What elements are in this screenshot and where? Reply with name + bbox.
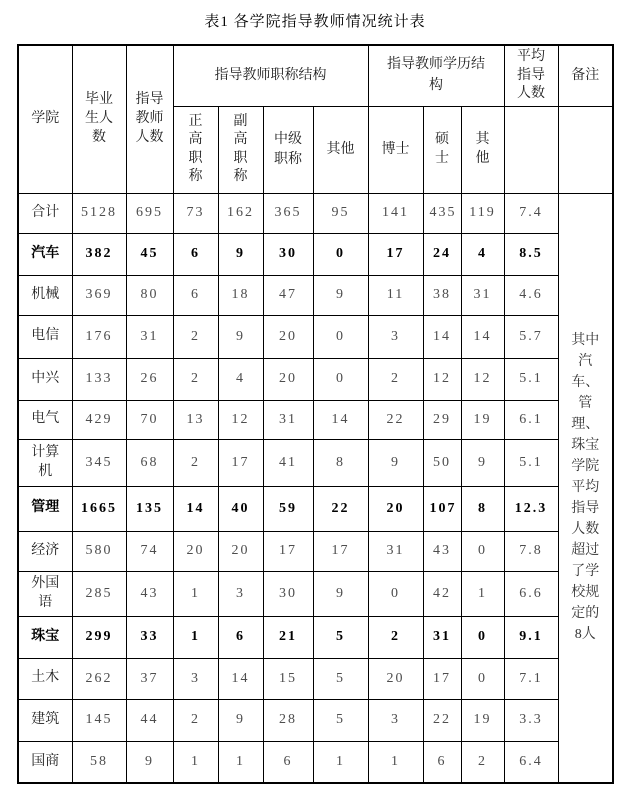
header-master xyxy=(423,106,461,193)
table-cell: 299 xyxy=(72,616,126,658)
row-label: 建筑 xyxy=(18,699,72,741)
table-cell: 22 xyxy=(423,699,461,741)
table-cell: 5.7 xyxy=(504,315,558,358)
table-cell: 2 xyxy=(173,358,218,400)
table-cell: 17 xyxy=(368,233,423,275)
table-cell: 28 xyxy=(263,699,313,741)
table-row xyxy=(18,315,613,358)
row-label: 国商 xyxy=(18,741,72,783)
header-associate-title xyxy=(218,106,263,193)
row-label: 机械 xyxy=(18,275,72,315)
table-cell: 2 xyxy=(173,439,218,486)
table-cell: 43 xyxy=(126,571,173,616)
header-senior-title-text: 正高职称 xyxy=(188,114,203,184)
table-cell: 3 xyxy=(218,571,263,616)
table-cell: 20 xyxy=(263,315,313,358)
table-cell: 5 xyxy=(313,616,368,658)
table-cell: 21 xyxy=(263,616,313,658)
table-cell: 5 xyxy=(313,699,368,741)
table-cell: 7.8 xyxy=(504,531,558,571)
table-cell: 74 xyxy=(126,531,173,571)
table-cell: 5.1 xyxy=(504,358,558,400)
table-cell: 6.1 xyxy=(504,400,558,439)
table-cell: 22 xyxy=(368,400,423,439)
table-cell: 26 xyxy=(126,358,173,400)
table-row xyxy=(18,193,613,233)
table-row xyxy=(18,358,613,400)
table-cell: 20 xyxy=(173,531,218,571)
table-row xyxy=(18,275,613,315)
table-cell: 107 xyxy=(423,486,461,531)
table-cell: 0 xyxy=(313,233,368,275)
table-body xyxy=(18,193,613,783)
table-cell: 12 xyxy=(218,400,263,439)
table-cell: 33 xyxy=(126,616,173,658)
table-cell: 162 xyxy=(218,193,263,233)
table-cell: 0 xyxy=(313,358,368,400)
row-label: 合计 xyxy=(18,193,72,233)
table-cell: 1 xyxy=(173,571,218,616)
row-label: 电气 xyxy=(18,400,72,439)
header-row-groups xyxy=(18,45,613,106)
table-cell: 14 xyxy=(218,658,263,699)
table-cell: 5 xyxy=(313,658,368,699)
table-row xyxy=(18,400,613,439)
header-phd: 博士 xyxy=(368,106,423,193)
table-cell: 8.5 xyxy=(504,233,558,275)
header-master-text: 硕士 xyxy=(434,132,449,166)
table-cell: 31 xyxy=(423,616,461,658)
table-cell: 9 xyxy=(313,275,368,315)
table-cell: 9 xyxy=(218,699,263,741)
table-cell: 0 xyxy=(368,571,423,616)
table-cell: 59 xyxy=(263,486,313,531)
header-other-title: 其他 xyxy=(313,106,368,193)
table-cell: 3 xyxy=(368,699,423,741)
table-cell: 68 xyxy=(126,439,173,486)
table-cell: 20 xyxy=(263,358,313,400)
table-cell: 20 xyxy=(368,658,423,699)
table-cell: 435 xyxy=(423,193,461,233)
table-row xyxy=(18,571,613,616)
table-cell: 29 xyxy=(423,400,461,439)
table-cell: 31 xyxy=(368,531,423,571)
table-cell: 50 xyxy=(423,439,461,486)
table-title: 表1 各学院指导教师情况统计表 xyxy=(204,14,426,30)
table-cell: 17 xyxy=(423,658,461,699)
table-cell: 5.1 xyxy=(504,439,558,486)
table-cell: 58 xyxy=(72,741,126,783)
table-cell: 14 xyxy=(173,486,218,531)
header-college: 学院 xyxy=(18,45,72,193)
table-cell: 20 xyxy=(368,486,423,531)
table-cell: 1 xyxy=(173,616,218,658)
table-cell: 9 xyxy=(313,571,368,616)
table-cell: 0 xyxy=(461,658,504,699)
table-cell: 8 xyxy=(313,439,368,486)
table-row xyxy=(18,658,613,699)
header-advisor-count: 指导教师人数 xyxy=(126,45,173,193)
table-cell: 135 xyxy=(126,486,173,531)
table-cell: 9 xyxy=(461,439,504,486)
header-degree-structure-group: 指导教师学历结构 xyxy=(368,45,504,106)
table-cell: 3.3 xyxy=(504,699,558,741)
table-cell: 42 xyxy=(423,571,461,616)
table-cell: 14 xyxy=(313,400,368,439)
table-cell: 45 xyxy=(126,233,173,275)
table-cell: 24 xyxy=(423,233,461,275)
row-label: 土木 xyxy=(18,658,72,699)
table-cell: 9 xyxy=(368,439,423,486)
table-cell: 70 xyxy=(126,400,173,439)
table-cell: 38 xyxy=(423,275,461,315)
table-cell: 4.6 xyxy=(504,275,558,315)
table-cell: 9 xyxy=(218,315,263,358)
table-cell: 6.6 xyxy=(504,571,558,616)
table-cell: 2 xyxy=(461,741,504,783)
table-cell: 37 xyxy=(126,658,173,699)
table-cell: 44 xyxy=(126,699,173,741)
table-cell: 5128 xyxy=(72,193,126,233)
table-cell: 14 xyxy=(461,315,504,358)
table-row xyxy=(18,699,613,741)
table-cell: 345 xyxy=(72,439,126,486)
table-cell: 429 xyxy=(72,400,126,439)
row-label: 计算机 xyxy=(18,439,72,486)
statistics-table xyxy=(17,44,614,784)
header-empty-under-average xyxy=(504,106,558,193)
table-cell: 9 xyxy=(218,233,263,275)
table-row xyxy=(18,531,613,571)
table-cell: 3 xyxy=(173,658,218,699)
header-other-degree-text: 其他 xyxy=(475,132,490,166)
table-cell: 369 xyxy=(72,275,126,315)
table-cell: 41 xyxy=(263,439,313,486)
row-label: 电信 xyxy=(18,315,72,358)
table-cell: 1 xyxy=(173,741,218,783)
table-row xyxy=(18,741,613,783)
table-cell: 31 xyxy=(126,315,173,358)
table-cell: 145 xyxy=(72,699,126,741)
table-cell: 22 xyxy=(313,486,368,531)
table-cell: 6 xyxy=(173,233,218,275)
header-average-guided: 平均指导人数 xyxy=(504,45,558,106)
table-cell: 19 xyxy=(461,400,504,439)
table-cell: 6.4 xyxy=(504,741,558,783)
table-cell: 12 xyxy=(461,358,504,400)
table-header xyxy=(18,45,613,193)
table-row xyxy=(18,439,613,486)
table-cell: 382 xyxy=(72,233,126,275)
header-senior-title xyxy=(173,106,218,193)
header-other-degree xyxy=(461,106,504,193)
table-cell: 1 xyxy=(368,741,423,783)
header-associate-title-text: 副高职称 xyxy=(233,114,248,184)
table-cell: 1665 xyxy=(72,486,126,531)
table-row xyxy=(18,616,613,658)
table-cell: 9.1 xyxy=(504,616,558,658)
table-cell: 15 xyxy=(263,658,313,699)
table-cell: 2 xyxy=(173,699,218,741)
table-row xyxy=(18,486,613,531)
header-mid-title: 中级职称 xyxy=(263,106,313,193)
row-label: 外国语 xyxy=(18,571,72,616)
table-cell: 176 xyxy=(72,315,126,358)
table-cell: 43 xyxy=(423,531,461,571)
table-cell: 365 xyxy=(263,193,313,233)
table-cell: 17 xyxy=(263,531,313,571)
table-cell: 6 xyxy=(423,741,461,783)
table-cell: 2 xyxy=(368,616,423,658)
header-remark: 备注 xyxy=(558,45,613,106)
table-cell: 133 xyxy=(72,358,126,400)
table-cell: 3 xyxy=(368,315,423,358)
table-cell: 31 xyxy=(263,400,313,439)
table-cell: 40 xyxy=(218,486,263,531)
table-cell: 13 xyxy=(173,400,218,439)
table-cell: 141 xyxy=(368,193,423,233)
table-cell: 31 xyxy=(461,275,504,315)
table-cell: 14 xyxy=(423,315,461,358)
table-cell: 0 xyxy=(313,315,368,358)
table-cell: 47 xyxy=(263,275,313,315)
remark-cell: 其中汽车、管理、珠宝学院平均指导人数超过了学校规定的8人 xyxy=(558,193,613,783)
table-cell: 4 xyxy=(461,233,504,275)
table-cell: 2 xyxy=(368,358,423,400)
row-label: 汽车 xyxy=(18,233,72,275)
table-cell: 4 xyxy=(218,358,263,400)
table-cell: 580 xyxy=(72,531,126,571)
table-cell: 12.3 xyxy=(504,486,558,531)
table-cell: 262 xyxy=(72,658,126,699)
table-cell: 17 xyxy=(313,531,368,571)
table-cell: 30 xyxy=(263,233,313,275)
table-cell: 0 xyxy=(461,531,504,571)
table-cell: 0 xyxy=(461,616,504,658)
table-cell: 19 xyxy=(461,699,504,741)
row-label: 珠宝 xyxy=(18,616,72,658)
table-cell: 80 xyxy=(126,275,173,315)
table-cell: 9 xyxy=(126,741,173,783)
row-label: 中兴 xyxy=(18,358,72,400)
table-cell: 30 xyxy=(263,571,313,616)
table-cell: 1 xyxy=(461,571,504,616)
table-cell: 12 xyxy=(423,358,461,400)
table-cell: 7.4 xyxy=(504,193,558,233)
table-cell: 73 xyxy=(173,193,218,233)
table-cell: 17 xyxy=(218,439,263,486)
table-cell: 695 xyxy=(126,193,173,233)
table-cell: 11 xyxy=(368,275,423,315)
table-cell: 285 xyxy=(72,571,126,616)
table-cell: 6 xyxy=(263,741,313,783)
header-graduate-count: 毕业生人数 xyxy=(72,45,126,193)
row-label: 管理 xyxy=(18,486,72,531)
header-empty-under-remark xyxy=(558,106,613,193)
table-cell: 1 xyxy=(313,741,368,783)
table-cell: 6 xyxy=(173,275,218,315)
table-cell: 119 xyxy=(461,193,504,233)
table-cell: 18 xyxy=(218,275,263,315)
table-cell: 6 xyxy=(218,616,263,658)
table-cell: 7.1 xyxy=(504,658,558,699)
table-cell: 8 xyxy=(461,486,504,531)
table-cell: 95 xyxy=(313,193,368,233)
table-cell: 1 xyxy=(218,741,263,783)
table-row xyxy=(18,233,613,275)
table-cell: 2 xyxy=(173,315,218,358)
header-title-structure-group: 指导教师职称结构 xyxy=(173,45,368,106)
table-cell: 20 xyxy=(218,531,263,571)
row-label: 经济 xyxy=(18,531,72,571)
